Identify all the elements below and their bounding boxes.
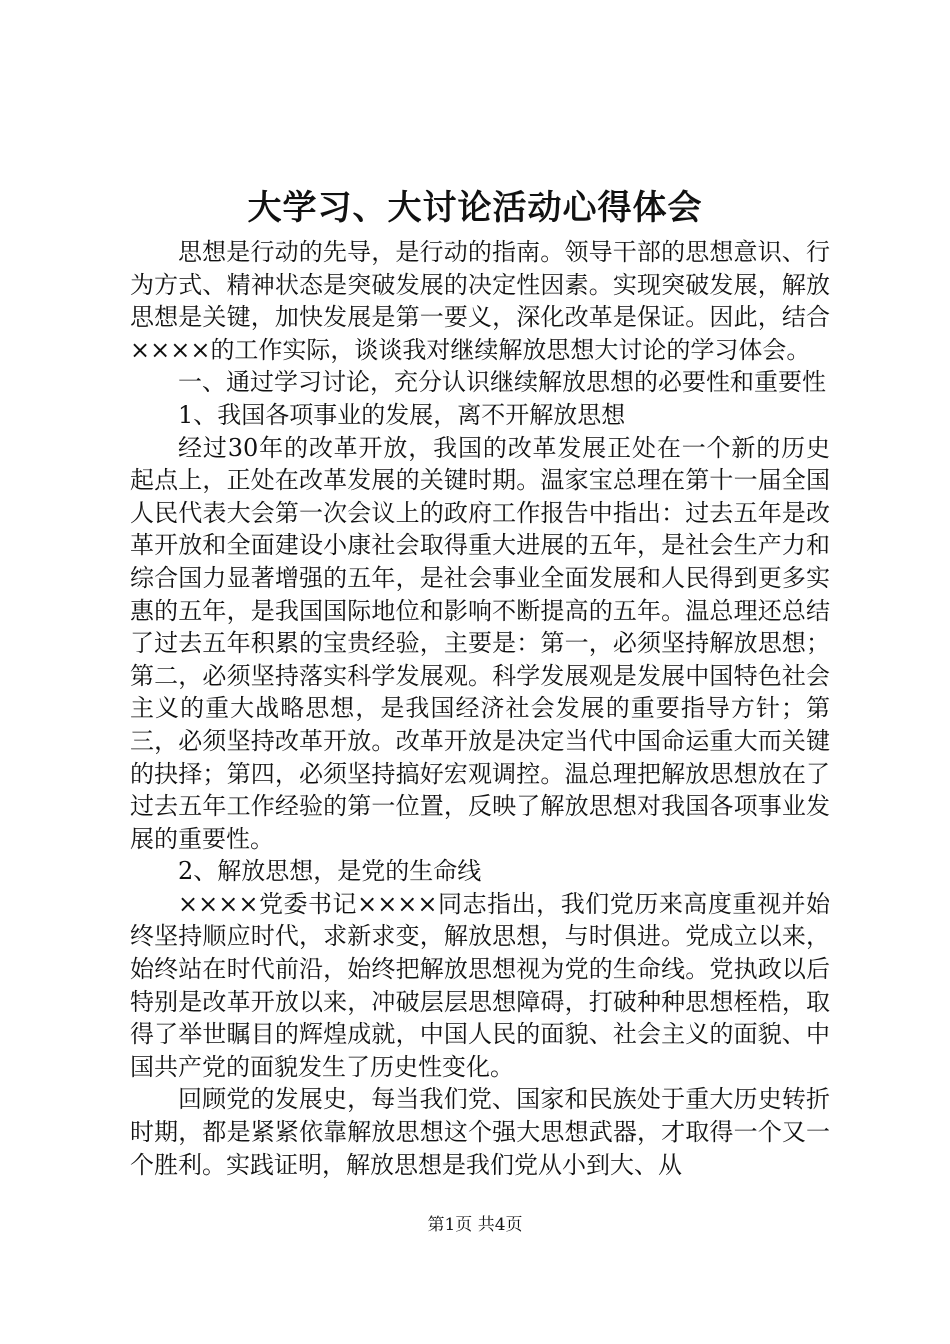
subheading-2: 2、解放思想，是党的生命线 [178, 857, 482, 886]
document-body [130, 236, 830, 1181]
heading-section-1: 一、通过学习讨论，充分认识继续解放思想的必要性和重要性 [178, 368, 826, 397]
document-title: 大学习、大讨论活动心得体会 [247, 188, 703, 228]
paragraph-reform: 经过30年的改革开放，我国的改革发展正处在一个新的历史起点上，正处在改革发展的关键时期。温家宝总理在第十一届全国人民代表大会第一次会议上的政府工作报告中指出：过去五年是改革开放和全面建设小康社会取得重大进展的五年，是社会生产力和综合国力显著增强的五年，是社会事业全面发展和人民得到更多实惠的五年，是我国国际地位和影响不断提高的五年。温总理还总结了过去五年积累的宝贵经验，主要是：第一，必须坚持解放思想；第二，必须坚持落实科学发展观。科学发展观是发展中国特色社会主义的重大战略思想，是我国经济社会发展的重要指导方针；第三，必须坚持改革开放。改革开放是决定当代中国命运重大而关键的抉择；第四，必须坚持搞好宏观调控。温总理把解放思想放在了过去五年工作经验的第一位置，反映了解放思想对我国各项事业发展的重要性。 [130, 433, 830, 853]
paragraph-party: ××××党委书记××××同志指出，我们党历来高度重视并始终坚持顺应时代，求新求变，解放思想，与时俱进。党成立以来，始终站在时代前沿，始终把解放思想视为党的生命线。党执政以后特别是改革开放以来，冲破层层思想障碍，打破种种思想桎梏，取得了举世瞩目的辉煌成就，中国人民的面貌、社会主义的面貌、中国共产党的面貌发生了历史性变化。 [130, 889, 830, 1081]
paragraph-history: 回顾党的发展史，每当我们党、国家和民族处于重大历史转折时期，都是紧紧依靠解放思想这个强大思想武器，才取得一个又一个胜利。实践证明，解放思想是我们党从小到大、从 [130, 1085, 830, 1179]
subheading-1: 1、我国各项事业的发展，离不开解放思想 [178, 400, 626, 429]
paragraph-intro: 思想是行动的先导，是行动的指南。领导干部的思想意识、行为方式、精神状态是突破发展的决定性因素。实现突破发展，解放思想是关键，加快发展是第一要义，深化改革是保证。因此，结合××××的工作实际，谈谈我对继续解放思想大讨论的学习体会。 [130, 238, 830, 364]
page-number: 第1页 共4页 [427, 1215, 523, 1235]
